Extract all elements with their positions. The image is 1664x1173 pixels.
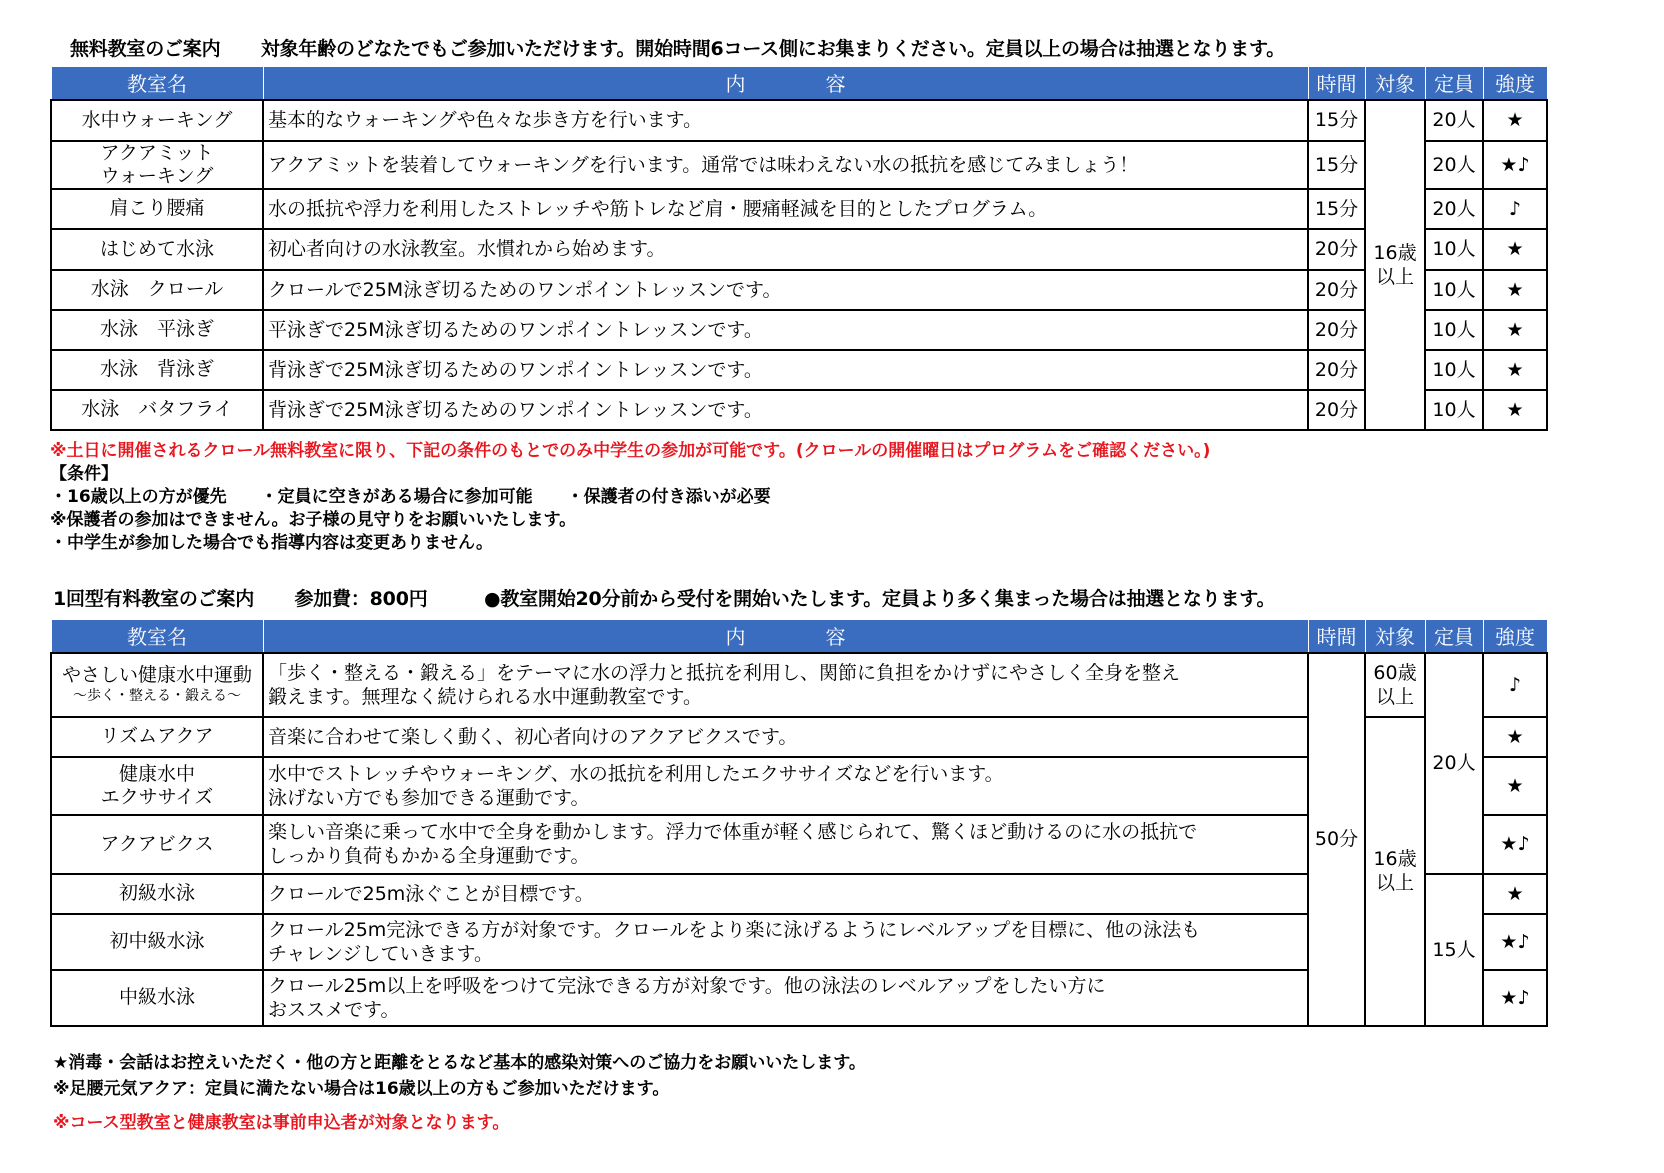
- class-name: 水中ウォーキング: [51, 100, 263, 141]
- class-time: 20分: [1308, 350, 1365, 390]
- intensity-star-icon: ♪: [1483, 653, 1547, 717]
- intensity-star-icon: ★: [1483, 310, 1547, 350]
- class-name: やさしい健康水中運動: [61, 664, 252, 686]
- infection-notice: ★消毒・会話はお控えいただく・他の方と距離をとるなど基本的感染対策へのご協力をお願いいたします。: [53, 1053, 866, 1073]
- header-time: 時間: [1308, 67, 1365, 100]
- class-name: 水泳 クロール: [51, 270, 263, 310]
- section1-title: 無料教室のご案内: [70, 38, 221, 60]
- class-name: 水泳 バタフライ: [51, 390, 263, 430]
- table-row: [51, 350, 1547, 390]
- intensity-star-icon: ★: [1483, 100, 1547, 141]
- header-target: 対象: [1365, 620, 1425, 653]
- class-time: 15分: [1308, 189, 1365, 229]
- class-name: 初級水泳: [51, 874, 263, 914]
- class-content: 「歩く・整える・鍛える」をテーマに水の浮力と抵抗を利用し、関節に負担をかけずにやさしく全身を整え 鍛えます。無理なく続けられる水中運動教室です。: [263, 653, 1308, 717]
- ashikoshi-notice: ※足腰元気アクア：定員に満たない場合は16歳以上の方もご参加いただけます。: [53, 1079, 670, 1099]
- header-target: 対象: [1365, 67, 1425, 100]
- class-name: アクアビクス: [51, 815, 263, 874]
- class-content: クロール25m完泳できる方が対象です。クロールをより楽に泳げるようにレベルアップを目標に、他の泳法も チャレンジしていきます。: [263, 914, 1308, 970]
- table-header-row: [51, 620, 1547, 653]
- class-content: 水の抵抗や浮力を利用したストレッチや筋トレなど肩・腰痛軽減を目的としたプログラム。: [263, 189, 1308, 229]
- class-content: 水中でストレッチやウォーキング、水の抵抗を利用したエクササイズなどを行います。 泳げない方でも参加できる運動です。: [263, 757, 1308, 815]
- class-content: アクアミットを装着してウォーキングを行います。通常では味わえない水の抵抗を感じてみましょう！: [263, 141, 1308, 189]
- class-content: 楽しい音楽に乗って水中で全身を動かします。浮力で体重が軽く感じられて、驚くほど動けるのに水の抵抗で しっかり負荷もかかる全身運動です。: [263, 815, 1308, 874]
- class-capacity: 10人: [1425, 310, 1483, 350]
- section1-subtitle: 対象年齢のどなたでもご参加いただけます。開始時間6コース側にお集まりください。定員以上の場合は抽選となります。: [260, 38, 1286, 60]
- header-intensity: 強度: [1483, 620, 1547, 653]
- class-content: クロールで25m泳ぐことが目標です。: [263, 874, 1308, 914]
- class-time: 20分: [1308, 390, 1365, 430]
- junior-high-notice: ※土日に開催されるクロール無料教室に限り、下記の条件のもとでのみ中学生の参加が可能です。(クロールの開催曜日はプログラムをご確認ください。): [50, 441, 1211, 461]
- class-name: リズムアクア: [51, 717, 263, 757]
- conditions-title: 【条件】: [50, 464, 118, 484]
- class-target: 16歳 以上: [1365, 717, 1425, 1026]
- intensity-star-icon: ★: [1483, 874, 1547, 914]
- table-row: [51, 270, 1547, 310]
- class-time: 20分: [1308, 270, 1365, 310]
- class-content: 背泳ぎで25M泳ぎ切るためのワンポイントレッスンです。: [263, 390, 1308, 430]
- class-target: 16歳 以上: [1365, 100, 1425, 430]
- class-name: アクアミット ウォーキング: [51, 141, 263, 189]
- free-class-table: [50, 66, 1548, 431]
- class-name: 健康水中 エクササイズ: [51, 757, 263, 815]
- class-name: 初中級水泳: [51, 914, 263, 970]
- class-capacity: 20人: [1425, 653, 1483, 874]
- guardian-notice: ※保護者の参加はできません。お子様の見守りをお願いいたします。: [50, 510, 577, 530]
- class-name-sub: ～歩く・整える・鍛える～: [73, 688, 241, 704]
- class-content: 背泳ぎで25M泳ぎ切るためのワンポイントレッスンです。: [263, 350, 1308, 390]
- class-capacity: 20人: [1425, 189, 1483, 229]
- header-time: 時間: [1308, 620, 1365, 653]
- table-row: [51, 189, 1547, 229]
- table-row: [51, 229, 1547, 270]
- paid-class-table: [50, 619, 1548, 1027]
- section2-notes: [53, 1050, 866, 1136]
- class-time: 20分: [1308, 310, 1365, 350]
- header-class-name: 教室名: [51, 620, 263, 653]
- class-content: 音楽に合わせて楽しく動く、初心者向けのアクアビクスです。: [263, 717, 1308, 757]
- class-capacity: 20人: [1425, 100, 1483, 141]
- class-time: 15分: [1308, 100, 1365, 141]
- class-time: 15分: [1308, 141, 1365, 189]
- table-row: [51, 310, 1547, 350]
- class-capacity: 10人: [1425, 390, 1483, 430]
- header-intensity: 強度: [1483, 67, 1547, 100]
- class-capacity: 15人: [1425, 874, 1483, 1026]
- intensity-star-icon: ★: [1483, 390, 1547, 430]
- intensity-star-icon: ★: [1483, 717, 1547, 757]
- header-capacity: 定員: [1425, 67, 1483, 100]
- header-content: 内 容: [263, 67, 1308, 100]
- class-content: クロールで25M泳ぎ切るためのワンポイントレッスンです。: [263, 270, 1308, 310]
- class-name: 水泳 平泳ぎ: [51, 310, 263, 350]
- class-target: 60歳 以上: [1365, 653, 1425, 717]
- conditions-list: ・16歳以上の方が優先 ・定員に空きがある場合に参加可能 ・保護者の付き添いが必要: [50, 487, 771, 507]
- section2-subtitle: ●教室開始20分前から受付を開始いたします。定員より多く集まった場合は抽選となります。: [483, 588, 1276, 610]
- class-content: クロール25m以上を呼吸をつけて完泳できる方が対象です。他の泳法のレベルアップをしたい方に おススメです。: [263, 970, 1308, 1026]
- class-capacity: 10人: [1425, 350, 1483, 390]
- section2-heading: [53, 584, 1275, 611]
- class-name: 肩こり腰痛: [51, 189, 263, 229]
- header-content: 内 容: [263, 620, 1308, 653]
- class-capacity: 10人: [1425, 229, 1483, 270]
- preregistration-notice: ※コース型教室と健康教室は事前申込者が対象となります。: [53, 1113, 510, 1133]
- class-name: 水泳 背泳ぎ: [51, 350, 263, 390]
- class-content: 基本的なウォーキングや色々な歩き方を行います。: [263, 100, 1308, 141]
- class-content: 平泳ぎで25M泳ぎ切るためのワンポイントレッスンです。: [263, 310, 1308, 350]
- table-header-row: [51, 67, 1547, 100]
- intensity-star-icon: ♪: [1483, 189, 1547, 229]
- header-capacity: 定員: [1425, 620, 1483, 653]
- section2-fee: 参加費：800円: [294, 588, 428, 610]
- class-name: 中級水泳: [51, 970, 263, 1026]
- table-row: [51, 653, 1547, 717]
- section1-heading: [70, 34, 1285, 61]
- class-capacity: 10人: [1425, 270, 1483, 310]
- table-row: [51, 100, 1547, 141]
- intensity-star-icon: ★♪: [1483, 970, 1547, 1026]
- class-name-cell: [51, 653, 263, 717]
- intensity-star-icon: ★♪: [1483, 141, 1547, 189]
- class-name: はじめて水泳: [51, 229, 263, 270]
- class-content: 初心者向けの水泳教室。水慣れから始めます。: [263, 229, 1308, 270]
- section1-notes: [50, 440, 1210, 555]
- intensity-star-icon: ★♪: [1483, 815, 1547, 874]
- class-time: 20分: [1308, 229, 1365, 270]
- class-capacity: 20人: [1425, 141, 1483, 189]
- intensity-star-icon: ★♪: [1483, 914, 1547, 970]
- table-row: [51, 390, 1547, 430]
- junior-instruction-notice: ・中学生が参加した場合でも指導内容は変更ありません。: [50, 533, 494, 553]
- intensity-star-icon: ★: [1483, 270, 1547, 310]
- intensity-star-icon: ★: [1483, 350, 1547, 390]
- table-row: [51, 141, 1547, 189]
- intensity-star-icon: ★: [1483, 229, 1547, 270]
- class-time: 50分: [1308, 653, 1365, 1026]
- intensity-star-icon: ★: [1483, 757, 1547, 815]
- section2-title: 1回型有料教室のご案内: [53, 588, 255, 610]
- header-class-name: 教室名: [51, 67, 263, 100]
